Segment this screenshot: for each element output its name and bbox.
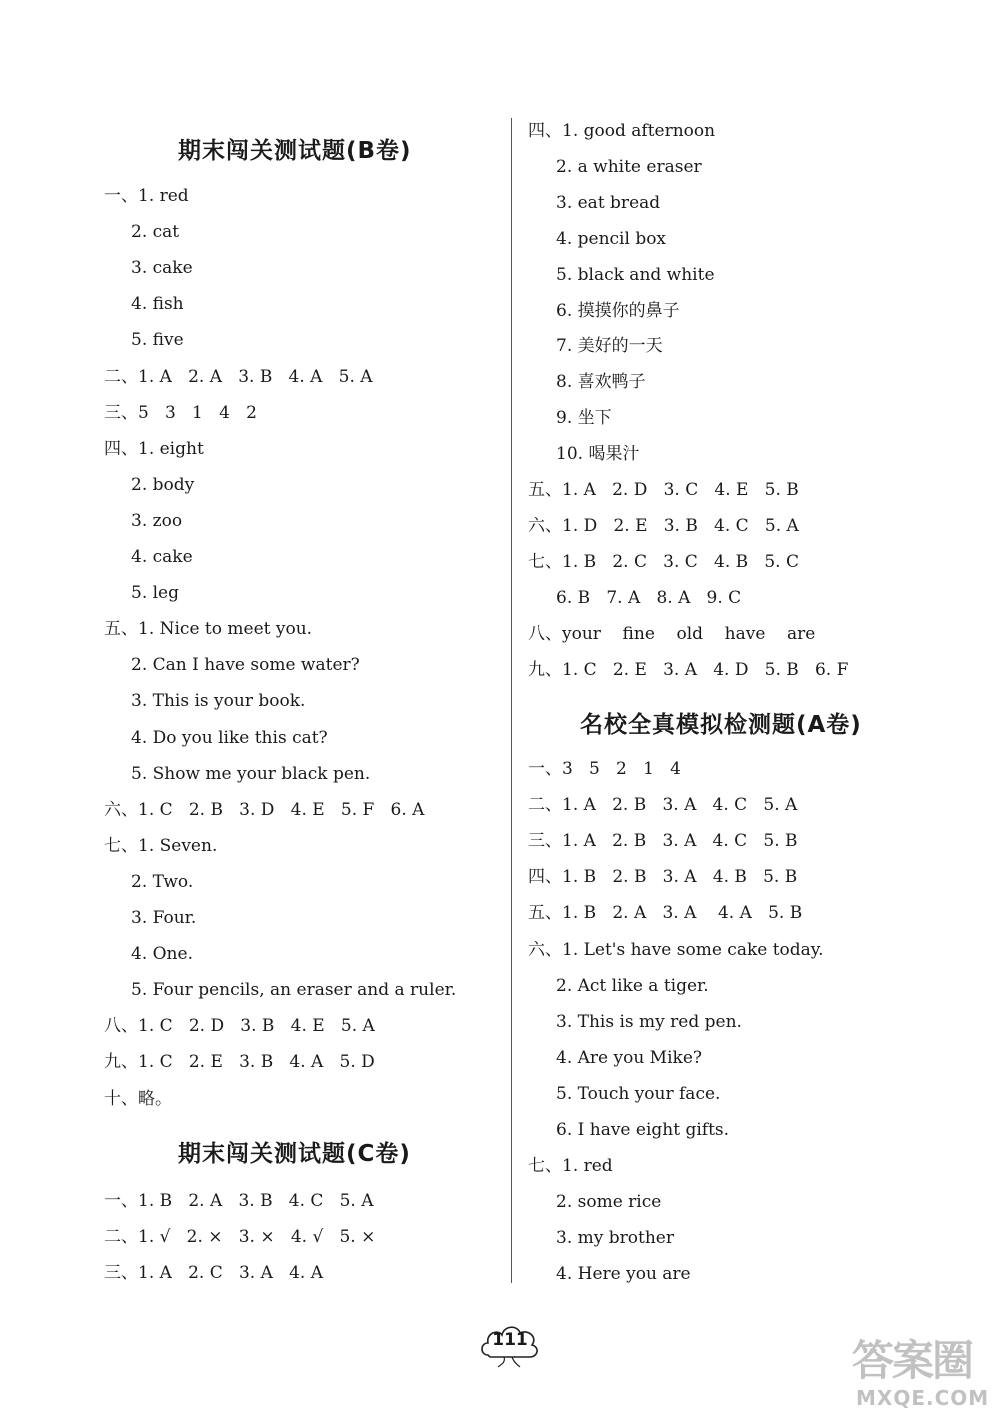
answer-line: 5. black and white bbox=[556, 264, 715, 285]
answer-line: 6. I have eight gifts. bbox=[556, 1120, 730, 1140]
answer-line: 5. Show me your black pen. bbox=[131, 763, 371, 784]
section-heading-b: 期末闯关测试题(B卷) bbox=[178, 138, 412, 164]
answer-line: 一、1. B 2. A 3. B 4. C 5. A bbox=[104, 1191, 374, 1211]
answer-line: 6. B 7. A 8. A 9. C bbox=[556, 587, 742, 608]
answer-line: 九、1. C 2. E 3. B 4. A 5. D bbox=[104, 1052, 375, 1073]
answer-line: 5. leg bbox=[131, 583, 180, 604]
answer-line: 4. cake bbox=[131, 547, 193, 567]
answer-line: 六、1. C 2. B 3. D 4. E 5. F 6. A bbox=[104, 799, 425, 820]
answer-line: 2. some rice bbox=[556, 1192, 662, 1213]
answer-line: 3. This is my red pen. bbox=[556, 1011, 742, 1032]
answer-line: 9. 坐下 bbox=[556, 408, 612, 429]
answer-line: 4. Do you like this cat? bbox=[131, 727, 328, 748]
answer-line: 十、略。 bbox=[104, 1088, 172, 1109]
watermark-text: 答案圈 bbox=[852, 1336, 973, 1385]
answer-line: 七、1. red bbox=[528, 1156, 613, 1177]
answer-line: 六、1. D 2. E 3. B 4. C 5. A bbox=[528, 515, 799, 536]
answer-line: 7. 美好的一天 bbox=[556, 336, 663, 357]
answer-line: 4. Here you are bbox=[556, 1264, 691, 1285]
answer-line: 4. Are you Mike? bbox=[556, 1047, 703, 1068]
answer-line: 5. Touch your face. bbox=[556, 1083, 721, 1104]
answer-line: 九、1. C 2. E 3. A 4. D 5. B 6. F bbox=[528, 659, 849, 680]
answer-line: 2. Can I have some water? bbox=[131, 655, 360, 676]
answer-line: 五、1. A 2. D 3. C 4. E 5. B bbox=[528, 480, 799, 500]
answer-line: 6. 摸摸你的鼻子 bbox=[556, 300, 680, 321]
answer-line: 3. cake bbox=[131, 258, 193, 279]
answer-line: 3. This is your book. bbox=[131, 691, 306, 712]
section-heading-c: 期末闯关测试题(C卷) bbox=[178, 1141, 411, 1167]
answer-line: 4. fish bbox=[131, 294, 184, 315]
answer-line: 四、1. eight bbox=[104, 438, 204, 459]
answer-line: 5. Four pencils, an eraser and a ruler. bbox=[131, 980, 457, 1001]
answer-line: 2. body bbox=[131, 474, 195, 495]
page-number: 111 bbox=[492, 1330, 528, 1350]
answer-line: 二、1. A 2. A 3. B 4. A 5. A bbox=[104, 366, 373, 387]
answer-line: 六、1. Let's have some cake today. bbox=[528, 939, 824, 960]
page-number-badge bbox=[478, 1317, 542, 1369]
answer-line: 八、your fine old have are bbox=[528, 623, 816, 644]
answer-line: 四、1. B 2. B 3. A 4. B 5. B bbox=[528, 867, 798, 888]
section-heading-a: 名校全真模拟检测题(A卷) bbox=[580, 712, 862, 738]
watermark-url: MXQE.COM bbox=[856, 1386, 990, 1410]
answer-line: 八、1. C 2. D 3. B 4. E 5. A bbox=[104, 1016, 375, 1037]
answer-line: 8. 喜欢鸭子 bbox=[556, 372, 646, 393]
answer-line: 3. my brother bbox=[556, 1228, 674, 1249]
answer-line: 3. zoo bbox=[131, 510, 183, 531]
answer-line: 一、1. red bbox=[104, 186, 189, 206]
watermark-logo bbox=[852, 1328, 992, 1418]
answer-line: 七、1. B 2. C 3. C 4. B 5. C bbox=[528, 551, 799, 572]
answer-line: 七、1. Seven. bbox=[104, 835, 218, 856]
answer-line: 4. One. bbox=[131, 944, 193, 965]
answer-line: 4. pencil box bbox=[556, 228, 667, 249]
answer-line: 五、1. B 2. A 3. A 4. A 5. B bbox=[528, 903, 803, 924]
column-divider bbox=[511, 118, 512, 1283]
answer-line: 2. a white eraser bbox=[556, 156, 702, 177]
answer-line: 三、1. A 2. C 3. A 4. A bbox=[104, 1263, 323, 1283]
answer-line: 三、1. A 2. B 3. A 4. C 5. B bbox=[528, 831, 798, 852]
answer-line: 二、1. A 2. B 3. A 4. C 5. A bbox=[528, 795, 798, 816]
answer-line: 三、5 3 1 4 2 bbox=[104, 402, 257, 423]
answer-line: 10. 喝果汁 bbox=[556, 444, 640, 465]
answer-line: 一、3 5 2 1 4 bbox=[528, 759, 681, 779]
answer-line: 3. eat bread bbox=[556, 192, 661, 213]
answer-line: 五、1. Nice to meet you. bbox=[104, 619, 313, 640]
answer-line: 3. Four. bbox=[131, 908, 197, 928]
answer-line: 2. Act like a tiger. bbox=[556, 975, 709, 996]
answer-line: 二、1. √ 2. × 3. × 4. √ 5. × bbox=[104, 1227, 376, 1247]
answer-line: 5. five bbox=[131, 330, 184, 351]
answer-line: 四、1. good afternoon bbox=[528, 121, 716, 141]
answer-line: 2. cat bbox=[131, 222, 180, 243]
answer-line: 2. Two. bbox=[131, 871, 194, 892]
